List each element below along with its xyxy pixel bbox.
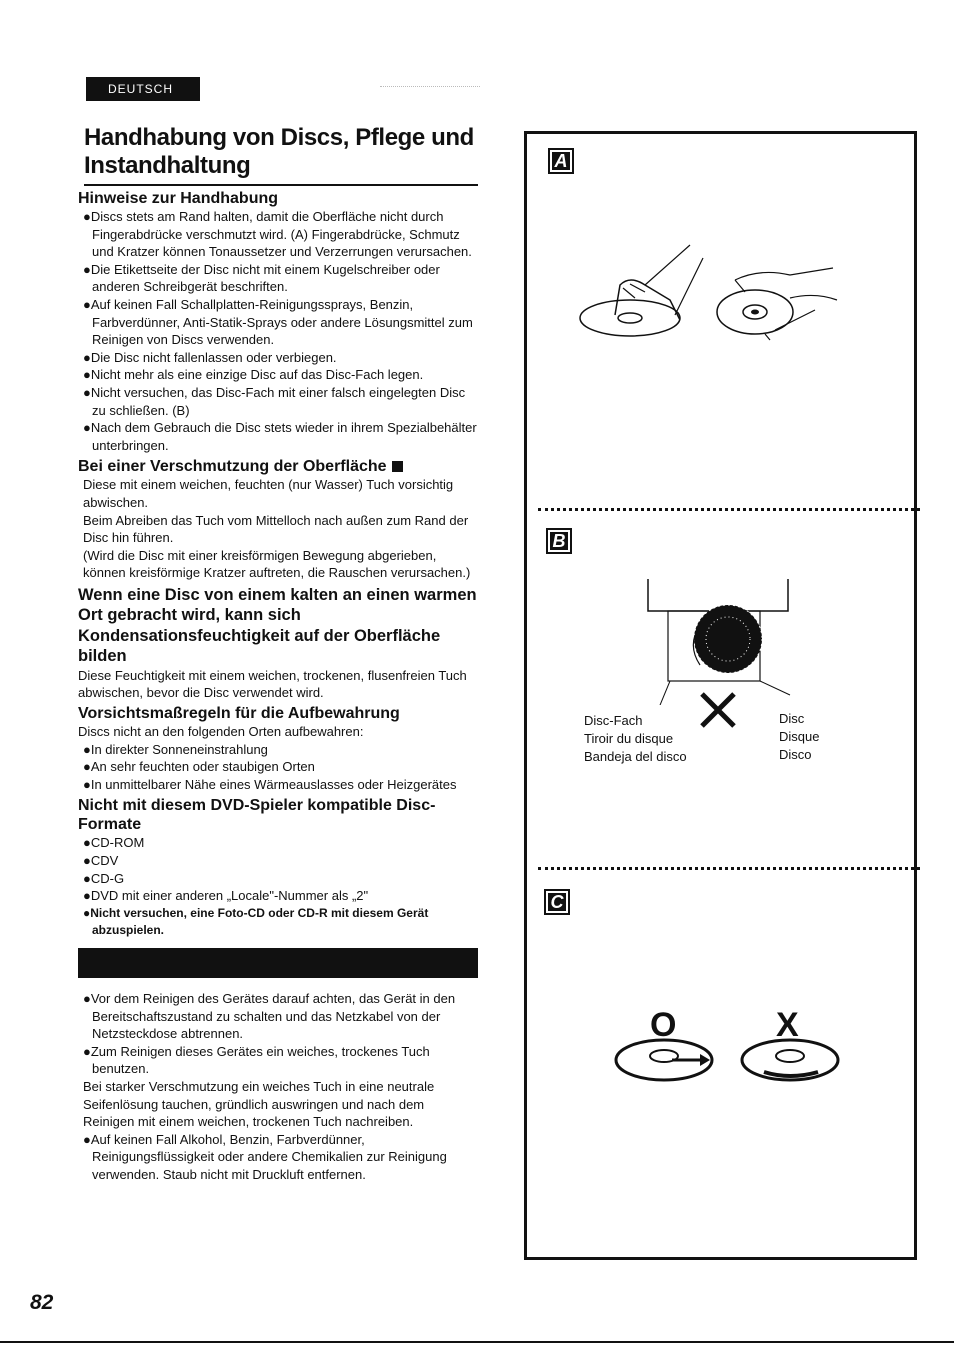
disc-handling-illustration bbox=[575, 240, 845, 350]
maintenance-bullet: ●Zum Reinigen dieses Gerätes ein weiches, trockenes Tuch benutzen. bbox=[83, 1043, 430, 1077]
panel-b-badge: B bbox=[546, 528, 572, 554]
tray-label: Bandeja del disco bbox=[584, 749, 687, 764]
dirty-heading-text: Bei einer Verschmutzung der Oberfläche bbox=[78, 458, 387, 476]
maintenance-bullet: ●Vor dem Reinigen des Gerätes darauf achten, das Gerät in den Bereitschaftszustand zu schalten und das Netzkabel von der Netzsteckdose abtrennen. bbox=[83, 991, 456, 1042]
formats-bullet: ●CDV bbox=[83, 853, 119, 869]
formats-bullet: ●CD-ROM bbox=[83, 835, 145, 851]
handling-bullet: ●Nach dem Gebrauch die Disc stets wieder in ihrem Spezialbehälter unterbringen. bbox=[83, 420, 477, 453]
maintenance-extra: Bei starker Verschmutzung ein weiches Tuch in eine neutrale Seifenlösung tauchen, gründlich auswringen und nach dem Reinigen mit einem weichen, trockenen Tuch nachreiben. bbox=[83, 1078, 435, 1130]
disc-caption bbox=[779, 710, 819, 764]
handling-heading: Hinweise zur Handhabung bbox=[78, 190, 279, 207]
tray-label: Tiroir du disque bbox=[584, 731, 674, 746]
storage-bullet: ●An sehr feuchten oder staubigen Orten bbox=[83, 759, 315, 775]
dirty-text: (Wird die Disc mit einer kreisförmigen Bewegung abgerieben, können kreisförmige Kratzer auftreten, die Rauschen verursachen.) bbox=[83, 547, 471, 581]
panel-a-badge: A bbox=[548, 148, 574, 174]
condensation-text: Diese Feuchtigkeit mit einem weichen, trockenen, flusenfreien Tuch abwischen, bevor die Disc verwendet wird. bbox=[78, 667, 467, 701]
wiping-direction-illustration bbox=[614, 1036, 844, 1086]
header-rule bbox=[380, 86, 480, 87]
page-title: Handhabung von Discs, Pflege und Instandhaltung bbox=[84, 124, 478, 186]
formats-bullet: ●CD-G bbox=[83, 870, 125, 886]
disc-label: Disco bbox=[779, 747, 812, 762]
panel-divider bbox=[538, 867, 920, 870]
panel-divider bbox=[538, 508, 920, 511]
text-column bbox=[78, 189, 478, 1184]
correct-mark: O bbox=[650, 1006, 677, 1044]
handling-bullet: ●Discs stets am Rand halten, damit die Oberfläche nicht durch Fingerabdrücke verschmutzt wird. (A) Fingerabdrücke, Schmutz und Kratzer können Tonaussetzer und Verzerrungen verursachen. bbox=[83, 209, 472, 260]
bottom-rule bbox=[0, 1341, 954, 1343]
page-number: 82 bbox=[30, 1291, 54, 1314]
handling-bullet: ●Nicht versuchen, das Disc-Fach mit einer falsch eingelegten Disc zu schließen. (B) bbox=[83, 384, 466, 418]
tray-label: Disc-Fach bbox=[584, 713, 643, 728]
disc-label: Disc bbox=[779, 711, 805, 726]
language-tab: DEUTSCH bbox=[86, 77, 200, 101]
disc-label: Disque bbox=[779, 729, 820, 744]
panel-c-badge: C bbox=[544, 889, 570, 915]
handling-bullet: ●Die Disc nicht fallenlassen oder verbiegen. bbox=[83, 349, 337, 365]
dirty-text: Beim Abreiben das Tuch vom Mittelloch nach außen zum Rand der Disc hin führen. bbox=[83, 512, 469, 546]
dirty-text: Diese mit einem weichen, feuchten (nur Wasser) Tuch vorsichtig abwischen. bbox=[83, 477, 454, 510]
condensation-heading: Wenn eine Disc von einem kalten an einen warmen Ort gebracht wird, kann sich Kondensationsfeuchtigkeit auf der Oberfläche bilden bbox=[78, 585, 477, 666]
storage-bullet: ●In direkter Sonneneinstrahlung bbox=[83, 741, 268, 757]
panel-c-badge-icon bbox=[392, 461, 403, 472]
formats-heading: Nicht mit diesem DVD-Spieler kompatible Disc-Formate bbox=[78, 797, 436, 834]
tray-caption bbox=[584, 712, 687, 766]
disc-tray-illustration bbox=[640, 575, 810, 705]
handling-bullet: ●Auf keinen Fall Schallplatten-Reinigungssprays, Benzin, Farbverdünner, Anti-Statik-Sprays oder andere Lösungsmittel zum Reinigen von Discs verwenden. bbox=[83, 296, 473, 348]
storage-heading: Vorsichtsmaßregeln für die Aufbewahrung bbox=[78, 705, 400, 723]
maintenance-heading-bar bbox=[78, 948, 478, 978]
handling-bullet: ●Nicht mehr als eine einzige Disc auf das Disc-Fach legen. bbox=[83, 367, 424, 383]
formats-bullet: ●DVD mit einer anderen „Locale"-Nummer als „2" bbox=[83, 888, 369, 904]
dirty-heading bbox=[78, 457, 478, 476]
storage-intro: Discs nicht an den folgenden Orten aufbewahren: bbox=[78, 724, 364, 740]
wrong-x-icon bbox=[698, 690, 738, 730]
handling-bullet: ●Die Etikettseite der Disc nicht mit einem Kugelschreiber oder anderen Schreibgerät beschriften. bbox=[83, 261, 440, 295]
maintenance-bullet: ●Auf keinen Fall Alkohol, Benzin, Farbverdünner, Reinigungsflüssigkeit oder andere Chemikalien zur Reinigung verwenden. Staub nicht mit Druckluft entfernen. bbox=[83, 1131, 447, 1182]
incorrect-mark: X bbox=[776, 1006, 799, 1044]
storage-bullet: ●In unmittelbarer Nähe eines Wärmeauslasses oder Heizgerätes bbox=[83, 776, 457, 792]
formats-note: ●Nicht versuchen, eine Foto-CD oder CD-R mit diesem Gerät abzuspielen. bbox=[83, 905, 429, 938]
